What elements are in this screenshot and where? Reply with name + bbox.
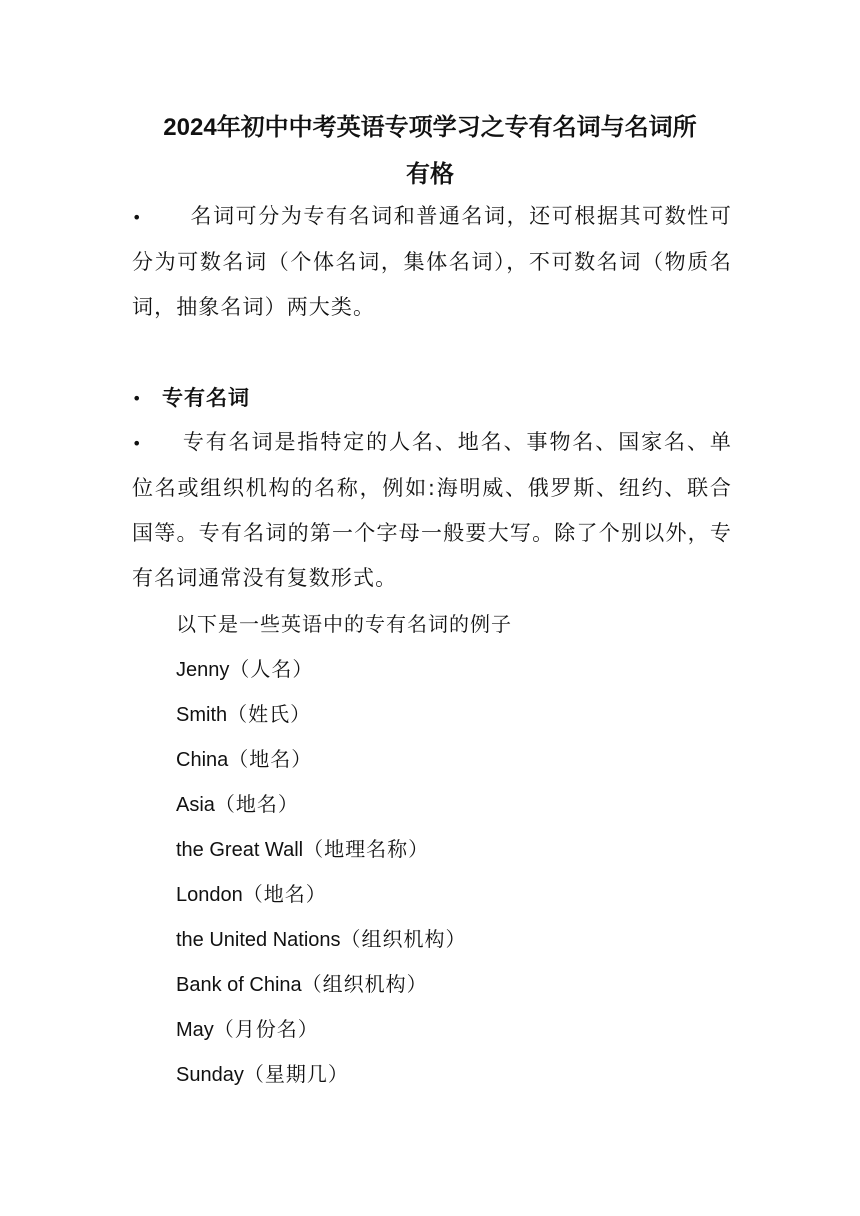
example-note: （地名） [242,882,327,906]
title-line-1: 2024年初中中考英语专项学习之专有名词与名词所 [163,114,697,141]
list-item [176,962,512,1007]
example-note: （星期几） [243,1062,349,1086]
example-note: （组织机构） [301,972,428,996]
intro-text: 名词可分为专有名词和普通名词，还可根据其可数性可分为可数名词（个体名词，集体名词），不可数名词（物质名词，抽象名词）两大类。 [132,204,732,319]
list-item [176,1007,512,1052]
examples-list [176,602,512,1097]
example-term: the Great Wall [176,839,304,861]
example-term: May [176,1019,214,1041]
example-term: the United Nations [176,929,341,951]
list-item [176,827,512,872]
list-item [176,872,512,917]
section-heading [132,378,250,419]
example-note: （地名） [214,792,299,816]
example-term: China [176,749,229,771]
list-item [176,647,512,692]
example-term: London [176,884,243,906]
examples-intro: 以下是一些英语中的专有名词的例子 [176,612,512,636]
bullet-icon: • [132,433,143,453]
section-heading-text: 专有名词 [162,386,250,410]
example-note: （姓氏） [227,702,312,726]
list-item [176,1052,512,1097]
list-item [176,737,512,782]
example-term: Bank of China [176,974,302,996]
definition-paragraph [132,420,732,601]
example-note: （地理名称） [303,837,430,861]
list-item [176,782,512,827]
example-term: Jenny [176,659,230,681]
list-item [176,917,512,962]
bullet-icon: • [132,207,143,227]
list-item [176,692,512,737]
bullet-icon: • [132,389,142,408]
example-term: Asia [176,794,215,816]
example-note: （月份名） [213,1017,319,1041]
intro-paragraph [132,194,732,330]
definition-text: 专有名词是指特定的人名、地名、事物名、国家名、单位名或组织机构的名称，例如:海明威、俄罗斯、纽约、联合国等。专有名词的第一个字母一般要大写。除了个别以外，专有名词通常没有复数形式。 [132,430,732,590]
example-term: Smith [176,704,228,726]
example-note: （人名） [229,657,314,681]
example-note: （地名） [228,747,313,771]
title-line-2: 有格 [406,161,454,188]
document-title [120,104,740,198]
example-note: （组织机构） [340,927,467,951]
example-term: Sunday [176,1064,244,1086]
